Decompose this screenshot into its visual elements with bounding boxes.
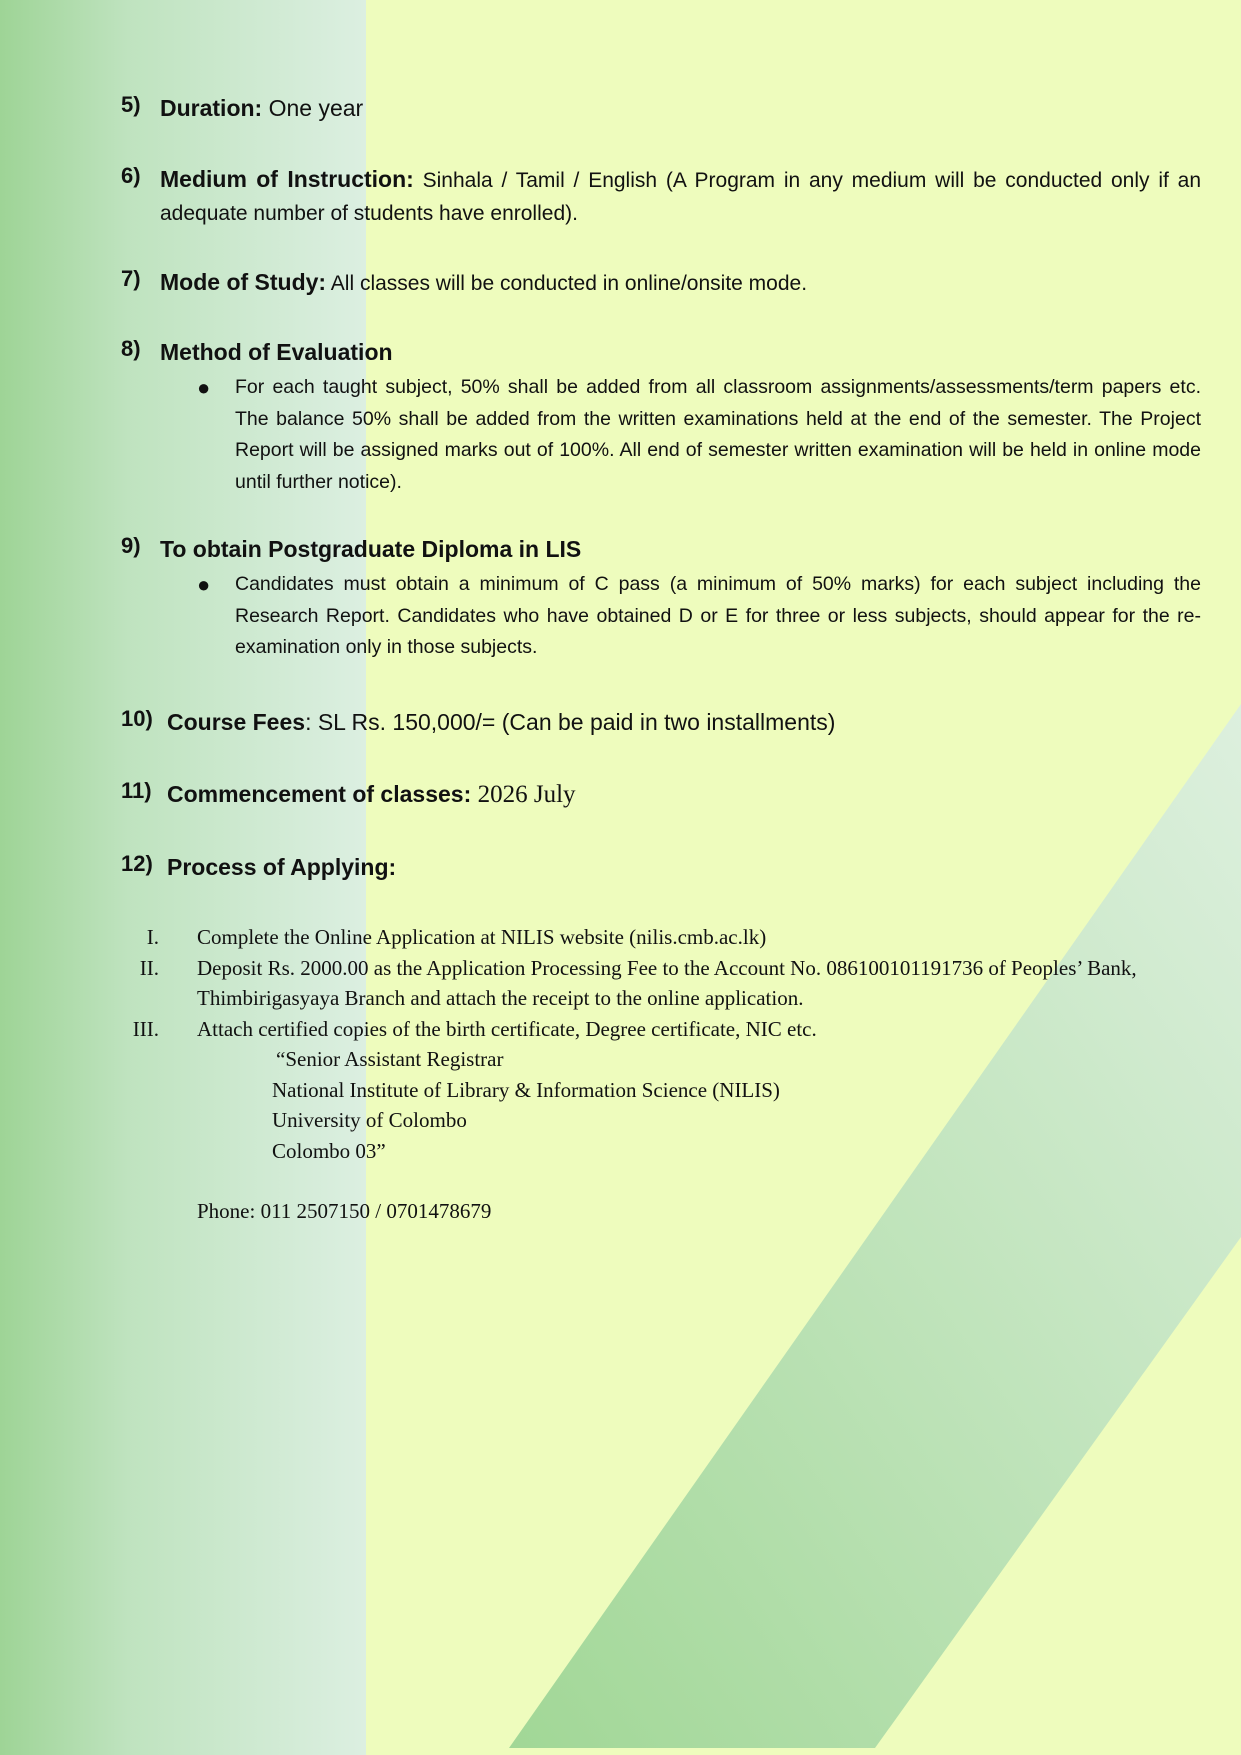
apply-steps-list: [121, 922, 1201, 1227]
bullet-text: Candidates must obtain a minimum of C pass (a minimum of 50% marks) for each subject including the Research Report. Candidates who have obtained D or E for three or less subjects, should appear for the re-examination only in those subjects.: [235, 573, 1201, 658]
section-number: 8): [121, 336, 141, 361]
section-commencement: [121, 778, 1201, 811]
list-item: [121, 953, 1201, 1014]
section-number: 10): [121, 706, 153, 731]
section-heading: To obtain Postgraduate Diploma in LIS: [160, 536, 582, 562]
section-mode: [121, 266, 1201, 300]
bullet-icon: ●: [197, 375, 211, 400]
section-evaluation: [121, 336, 1201, 498]
section-medium: [121, 163, 1201, 230]
address-block: [272, 1044, 1201, 1166]
step-number: I.: [146, 925, 159, 949]
section-number: 7): [121, 266, 141, 291]
section-heading: Method of Evaluation: [160, 339, 393, 365]
address-line: University of Colombo: [272, 1108, 467, 1132]
section-text: One year: [268, 95, 364, 121]
section-course-fees: [121, 706, 1201, 739]
diploma-bullet: [197, 569, 1201, 664]
section-heading: Process of Applying:: [167, 854, 397, 880]
section-duration: [121, 92, 1201, 125]
section-text: 2026 July: [477, 781, 576, 808]
step-number: II.: [139, 955, 159, 980]
step-text: Complete the Online Application at NILIS website (nilis.cmb.ac.lk): [197, 925, 767, 949]
address-line: Colombo 03”: [272, 1138, 386, 1163]
address-line: “Senior Assistant Registrar: [276, 1047, 504, 1071]
address-line: National Institute of Library & Information Science (NILIS): [272, 1077, 780, 1102]
step-text: Attach certified copies of the birth certificate, Degree certificate, NIC etc.: [197, 1016, 817, 1041]
evaluation-bullet: [197, 372, 1201, 498]
section-process: [121, 851, 1201, 885]
step-text: Deposit Rs. 2000.00 as the Application Processing Fee to the Account No. 086100101191736 of Peoples’ Bank, Thimbirigasyaya Branch and attach the receipt to the online application.: [197, 955, 1137, 1010]
section-text: All classes will be conducted in online/onsite mode.: [330, 272, 808, 295]
list-item: [121, 1014, 1201, 1045]
step-number: III.: [132, 1016, 159, 1041]
section-heading: Medium of Instruction:: [160, 166, 414, 192]
section-heading: Mode of Study:: [160, 269, 327, 295]
section-number: 5): [121, 92, 141, 117]
list-item: [121, 922, 1201, 953]
section-number: 12): [121, 851, 153, 876]
section-number: 11): [121, 778, 152, 803]
section-heading: Course Fees: [167, 709, 306, 735]
section-heading: Commencement of classes:: [167, 781, 472, 807]
section-number: 9): [121, 533, 141, 558]
bullet-icon: ●: [197, 572, 211, 597]
section-text: Sinhala / Tamil / English (A Program in any medium will be conducted only if an adequate number of students have enrolled).: [160, 169, 1201, 225]
bullet-text: For each taught subject, 50% shall be added from all classroom assignments/assessments/term papers etc. The balance 50% shall be added from the written examinations held at the end of the semester. The Project Report will be assigned marks out of 100%. All end of semester written examination will be held in online mode until further notice).: [235, 376, 1201, 493]
phone-number: Phone: 011 2507150 / 0701478679: [197, 1199, 492, 1223]
section-obtain-diploma: [121, 533, 1201, 664]
section-number: 6): [121, 163, 141, 188]
section-text: : SL Rs. 150,000/= (Can be paid in two installments): [305, 709, 836, 735]
section-heading: Duration:: [160, 95, 263, 121]
